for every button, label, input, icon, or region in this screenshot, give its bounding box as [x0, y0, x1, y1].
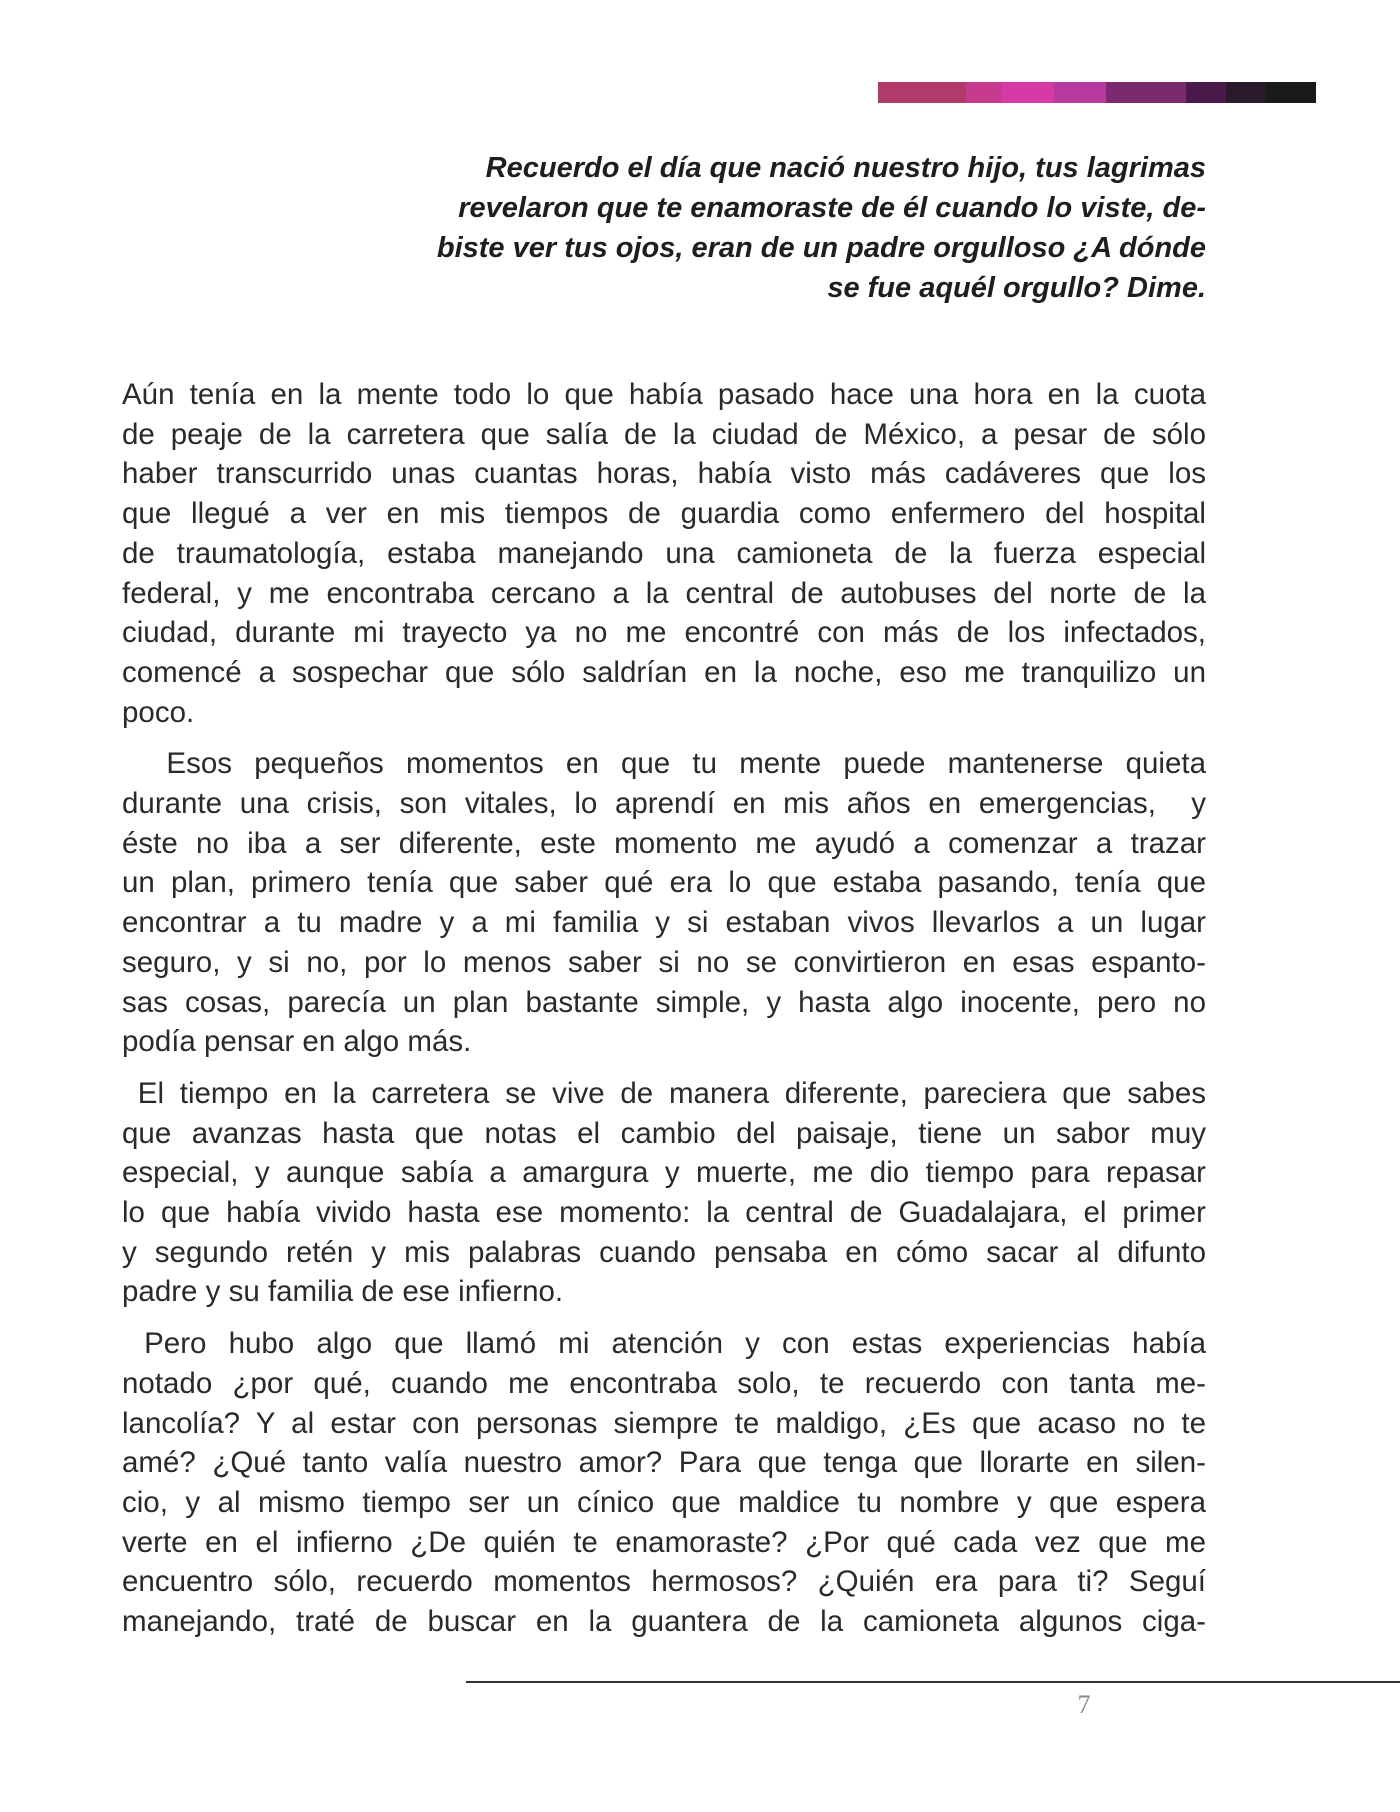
text-line: durante una crisis, son vitales, lo aprendí en mis años en emergencias, y: [122, 787, 1206, 821]
text-line: lancolía? Y al estar con personas siempre te maldigo, ¿Es que acaso no te: [122, 1406, 1206, 1440]
text-line: poco.: [122, 695, 195, 729]
text-line: y segundo retén y mis palabras cuando pensaba en cómo sacar al difunto: [122, 1235, 1206, 1269]
paragraph: [122, 1324, 1206, 1642]
color-bar-segment: [1186, 82, 1226, 103]
text-line: Aún tenía en la mente todo lo que había pasado hace una hora en la cuota: [122, 378, 1206, 411]
text-line: padre y su familia de ese infierno.: [122, 1275, 564, 1309]
color-bar-segment: [1266, 82, 1316, 103]
epigraph-line: revelaron que te enamoraste de él cuando lo viste, de-: [458, 192, 1206, 224]
text-line: de traumatología, estaba manejando una camioneta de la fuerza especial: [122, 536, 1206, 570]
text-line: cio, y al mismo tiempo ser un cínico que maldice tu nombre y que espera: [122, 1485, 1206, 1519]
epigraph-line: se fue aquél orgullo? Dime.: [827, 272, 1206, 304]
color-bar-segment: [966, 82, 1002, 103]
header-color-bar: [878, 82, 1316, 103]
text-line: éste no iba a ser diferente, este momento me ayudó a comenzar a trazar: [122, 826, 1206, 860]
text-line: manejando, traté de buscar en la guantera de la camioneta algunos ciga-: [122, 1605, 1206, 1639]
text-line: encontrar a tu madre y a mi familia y si estaban vivos llevarlos a un lugar: [122, 906, 1206, 940]
text-line: seguro, y si no, por lo menos saber si no se convirtieron en esas espanto-: [122, 945, 1206, 979]
footer-rule: [466, 1681, 1400, 1683]
text-line: haber transcurrido unas cuantas horas, había visto más cadáveres que los: [122, 457, 1206, 491]
paragraph: [122, 744, 1206, 1062]
text-line: encuentro sólo, recuerdo momentos hermosos? ¿Quién era para ti? Seguí: [122, 1565, 1206, 1599]
color-bar-segment: [1002, 82, 1054, 103]
color-bar-segment: [1054, 82, 1106, 103]
color-bar-segment: [1106, 82, 1186, 103]
text-line: sas cosas, parecía un plan bastante simple, y hasta algo inocente, pero no: [122, 985, 1206, 1019]
body-text: [122, 375, 1206, 1654]
text-line: lo que había vivido hasta ese momento: la central de Guadalajara, el primer: [122, 1196, 1206, 1230]
text-line: de peaje de la carretera que salía de la ciudad de México, a pesar de sólo: [122, 417, 1206, 451]
paragraph: [122, 1074, 1206, 1312]
text-line: Esos pequeños momentos en que tu mente puede mantenerse quieta: [122, 747, 1206, 781]
epigraph-line: biste ver tus ojos, eran de un padre orgulloso ¿A dónde: [436, 232, 1206, 264]
text-line: que llegué a ver en mis tiempos de guardia como enfermero del hospital: [122, 497, 1206, 531]
text-line: Pero hubo algo que llamó mi atención y con estas experiencias había: [122, 1327, 1206, 1361]
color-bar-segment: [1226, 82, 1266, 103]
text-line: verte en el infierno ¿De quién te enamoraste? ¿Por qué cada vez que me: [122, 1525, 1206, 1559]
color-bar-segment: [878, 82, 966, 103]
text-line: podía pensar en algo más.: [122, 1025, 472, 1059]
text-line: amé? ¿Qué tanto valía nuestro amor? Para que tenga que llorarte en silen-: [122, 1446, 1206, 1480]
epigraph: [270, 148, 1206, 308]
text-line: ciudad, durante mi trayecto ya no me encontré con más de los infectados,: [122, 616, 1206, 650]
text-line: un plan, primero tenía que saber qué era lo que estaba pasando, tenía que: [122, 866, 1206, 900]
text-line: comencé a sospechar que sólo saldrían en la noche, eso me tranquilizo un: [122, 655, 1206, 689]
text-line: federal, y me encontraba cercano a la central de autobuses del norte de la: [122, 576, 1206, 610]
epigraph-line: Recuerdo el día que nació nuestro hijo, tus lagrimas: [485, 152, 1206, 184]
text-line: que avanzas hasta que notas el cambio del paisaje, tiene un sabor muy: [122, 1116, 1206, 1150]
text-line: especial, y aunque sabía a amargura y muerte, me dio tiempo para repasar: [122, 1156, 1206, 1190]
text-line: notado ¿por qué, cuando me encontraba solo, te recuerdo con tanta me-: [122, 1366, 1206, 1400]
paragraph: [122, 375, 1206, 732]
page-number: 7: [1077, 1690, 1091, 1719]
text-line: El tiempo en la carretera se vive de manera diferente, pareciera que sabes: [122, 1076, 1206, 1110]
